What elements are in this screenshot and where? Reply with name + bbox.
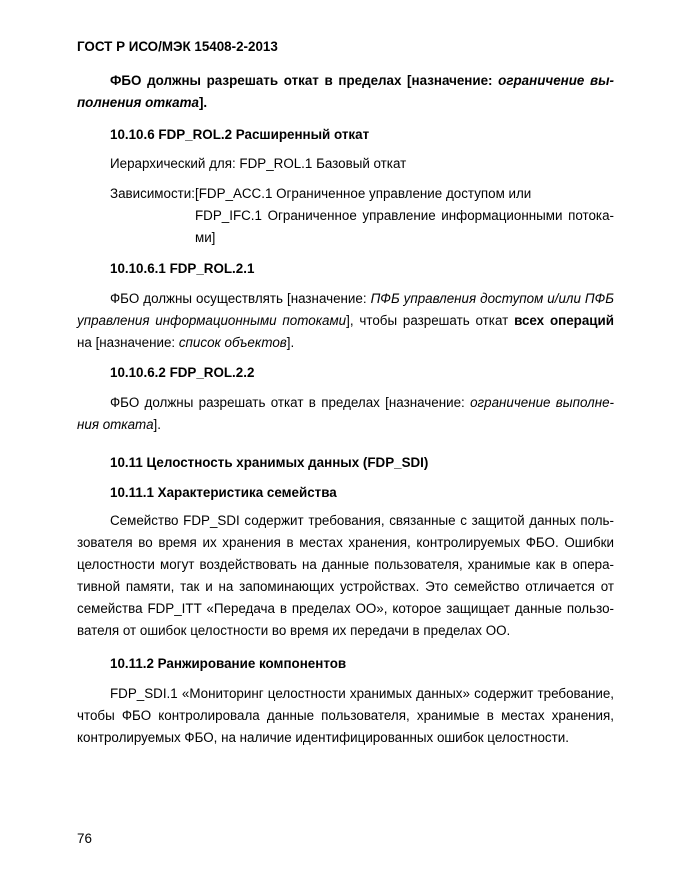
rol-2-1-text-3: на [назначение:	[77, 335, 179, 350]
heading-10-10-6: 10.10.6 FDP_ROL.2 Расширенный откат	[110, 127, 370, 142]
rol-2-1-text-2: ], чтобы разрешать откат	[346, 313, 515, 328]
rol-2-1-text-1: ФБО должны осуществлять [назначение:	[110, 291, 371, 306]
heading-10-11: 10.11 Целостность хранимых данных (FDP_SDI)	[110, 455, 429, 470]
intro-paragraph	[77, 70, 614, 114]
rol-2-1-italic-1: ПФБ управления доступом и/или ПФБ управления информационными потоками	[77, 291, 614, 328]
intro-italic: ограничение выполнения отката	[77, 73, 614, 110]
rol-2-1-bold: всех операций	[514, 313, 614, 328]
dependency-line-1: [FDP_ACC.1 Ограниченное управление доступом или	[195, 186, 532, 201]
component-levelling-paragraph: FDP_SDI.1 «Мониторинг целостности хранимых данных» содержит требование, чтобы ФБО контролировала данные пользователя, хранимые в местах хранения, контролируемых ФБО, на наличие идентифицированных ошибок целостности.	[77, 686, 614, 745]
heading-10-11-1: 10.11.1 Характеристика семейства	[110, 485, 337, 500]
rol-2-2-text-2: ].	[153, 417, 161, 432]
heading-10-10-6-2: 10.10.6.2 FDP_ROL.2.2	[110, 365, 255, 380]
heading-10-10-6-1: 10.10.6.1 FDP_ROL.2.1	[110, 261, 255, 276]
document-code-header: ГОСТ Р ИСО/МЭК 15408-2-2013	[77, 39, 278, 54]
rol-2-1-paragraph	[77, 288, 614, 354]
hierarchical-line: Иерархический для: FDP_ROL.1 Базовый откат	[110, 156, 407, 171]
intro-text-1: ФБО должны разрешать откат в пределах [назначение:	[110, 73, 499, 88]
dependency-line-2: FDP_IFC.1 Ограниченное управление информационными потока-ми]	[195, 208, 614, 245]
dependencies-value	[195, 183, 614, 249]
rol-2-1-italic-2: список объектов	[178, 335, 287, 350]
page-number: 76	[77, 831, 92, 846]
dependencies-block	[110, 183, 614, 249]
intro-text-2: ].	[198, 95, 208, 110]
dependencies-label: Зависимости:	[110, 186, 195, 201]
rol-2-2-text-1: ФБО должны разрешать откат в пределах [назначение:	[110, 395, 471, 410]
rol-2-2-paragraph	[77, 392, 614, 436]
rol-2-1-text-4: ].	[286, 335, 295, 350]
family-description-paragraph: Семейство FDP_SDI содержит требования, связанные с защитой данных пользователя во время их хранения в местах хранения, контролируемых ФБО. Ошибки целостности могут воздействовать на данные пользователя, хранимые как в оперативной памяти, так и на запоминающих устройствах. Это семейство отличается от семейства FDP_ITT «Передача в пределах ОО», которое защищает данные пользователя от ошибок целостности во время их передачи в пределах ОО.	[77, 513, 614, 638]
rol-2-2-italic: ограничение выполнения отката	[77, 395, 615, 432]
heading-10-11-2: 10.11.2 Ранжирование компонентов	[110, 656, 347, 671]
